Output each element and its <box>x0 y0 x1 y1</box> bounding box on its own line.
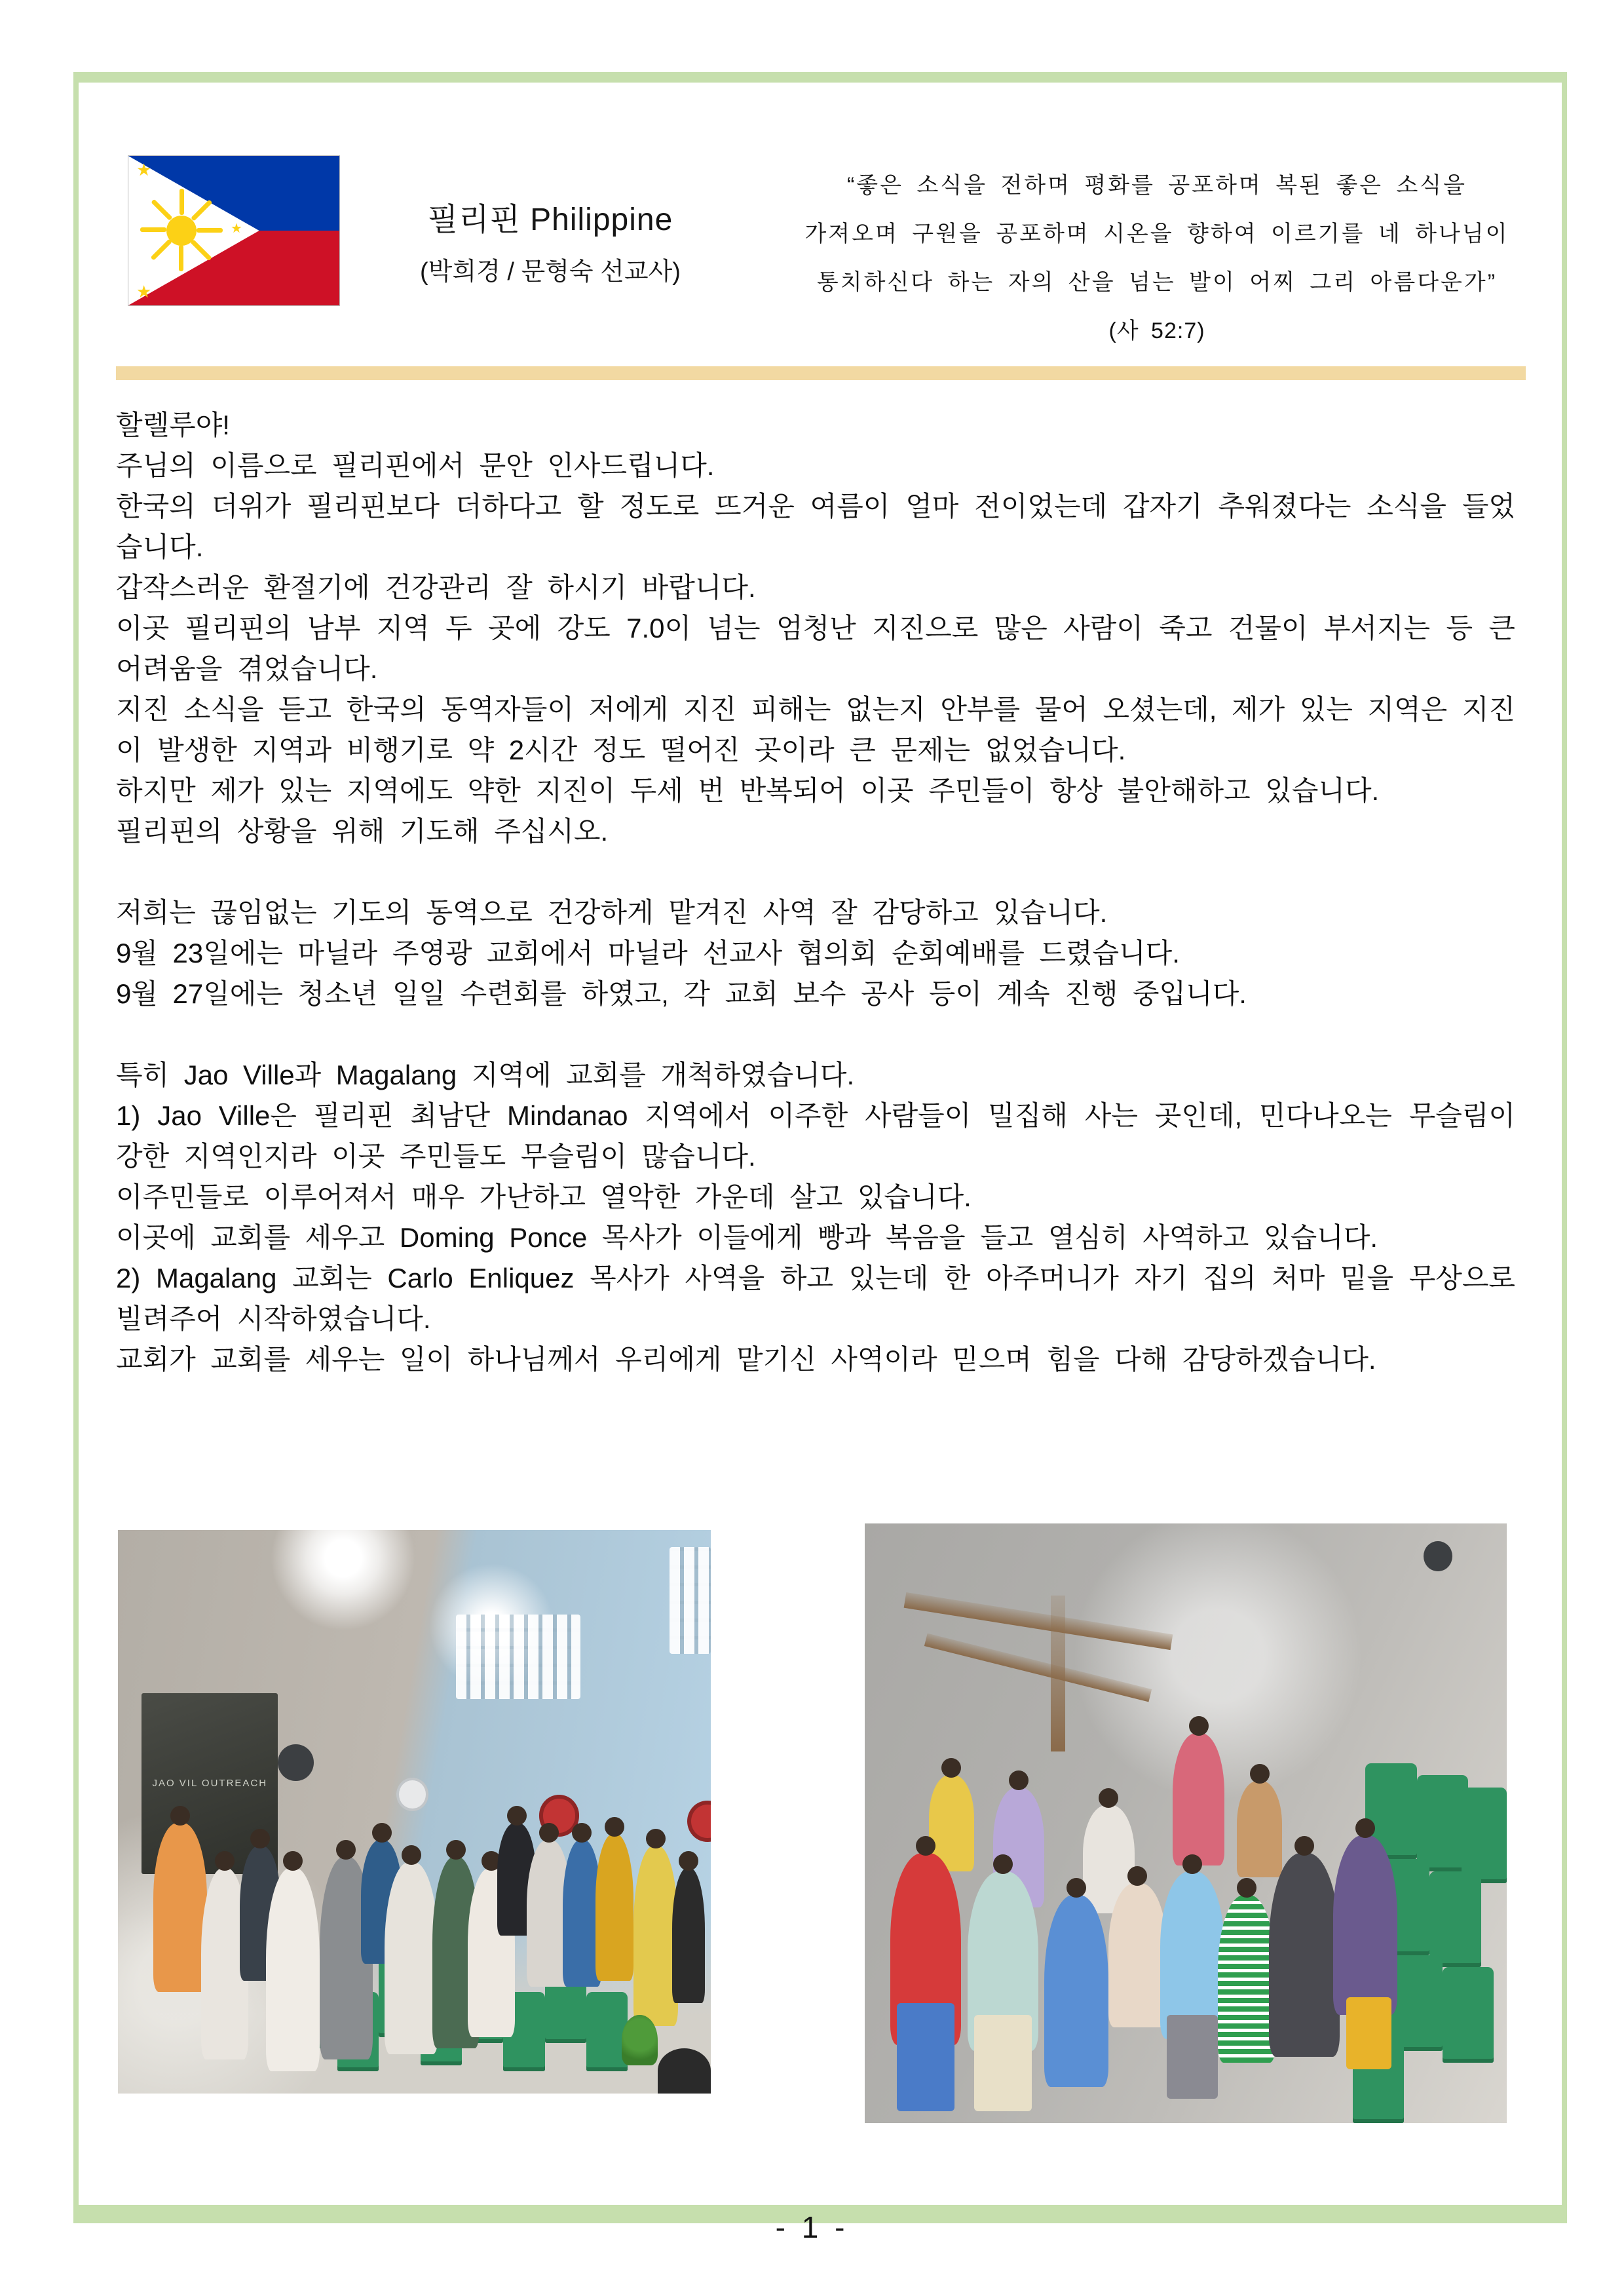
chair <box>1417 1775 1468 1871</box>
child-figure <box>974 2015 1032 2111</box>
flag-star-icon: ★ <box>231 221 242 236</box>
child-figure <box>1160 1871 1224 2039</box>
body-paragraph: 갑작스러운 환절기에 건강관리 잘 하시기 바랍니다. <box>116 572 756 603</box>
missionary-names: (박희경 / 문형숙 선교사) <box>420 258 681 286</box>
photo-congregation-worship <box>118 1530 711 2094</box>
philippines-flag <box>128 155 340 306</box>
banner-text: JAO VIL OUTREACH <box>152 1778 268 1789</box>
body-paragraph: 이곳 필리핀의 남부 지역 두 곳에 강도 7.0이 넘는 엄청난 지진으로 많은 사람이 죽고 건물이 부서지는 등 큰 어려움을 겪었습니다. <box>116 613 1515 684</box>
flag-ray <box>140 227 166 232</box>
glass-block-window <box>456 1615 580 1699</box>
page-title: 필리핀 Philippine <box>427 202 673 237</box>
wood-post <box>1051 1596 1065 1751</box>
child-figure <box>1044 1895 1108 2087</box>
flag-ray <box>179 245 183 271</box>
person-figure <box>672 1868 705 2003</box>
body-paragraph: 9월 27일에는 청소년 일일 수련회를 하였고, 각 교회 보수 공사 등이 계속 진행 중입니다. <box>116 978 1247 1009</box>
body-paragraph: 하지만 제가 있는 지역에도 약한 지진이 두세 번 반복되어 이곳 주민들이 항상 불안해하고 있습니다. <box>116 775 1380 806</box>
chair <box>1429 1871 1481 1967</box>
verse-line: “좋은 소식을 전하며 평화를 공포하며 복된 좋은 소식을 <box>846 173 1467 198</box>
chair <box>1443 1967 1494 2063</box>
wall-fan <box>278 1744 313 1781</box>
person-figure <box>153 1823 206 1992</box>
verse-reference: (사 52:7) <box>1108 318 1205 343</box>
verse-line: 가져오며 구원을 공포하며 시온을 향하여 이르기를 네 하나님이 <box>804 221 1509 246</box>
glass-block-window <box>670 1547 711 1654</box>
body-paragraph: 할렐루야! <box>116 410 230 440</box>
page-number: - 1 - <box>775 2210 849 2244</box>
body-paragraph: 9월 23일에는 마닐라 주영광 교회에서 마닐라 선교사 협의회 순회예배를 드렸습니다. <box>116 938 1180 968</box>
body-paragraph: 이주민들로 이루어져서 매우 가난하고 열악한 가운데 살고 있습니다. <box>116 1181 972 1212</box>
chair <box>1391 1955 1443 2051</box>
child-figure <box>1333 1835 1397 2016</box>
body-paragraph: 주님의 이름으로 필리핀에서 문안 인사드립니다. <box>116 450 715 481</box>
wall-fan <box>687 1801 711 1843</box>
wall-fan <box>1424 1541 1452 1571</box>
flag-ray <box>179 189 184 215</box>
chair <box>586 1992 628 2071</box>
flag-star-icon: ★ <box>136 282 152 301</box>
body-paragraph: 지진 소식을 듣고 한국의 동역자들이 저에게 지진 피해는 없는지 안부를 물어 오셨는데, 제가 있는 지역은 지진이 발생한 지역과 비행기로 약 2시간 정도 떨어진 곳이라 큰 문제는 없었습니다. <box>116 694 1515 765</box>
child-figure <box>1167 2015 1218 2099</box>
wall-fan <box>396 1778 428 1811</box>
flag-star-icon: ★ <box>136 160 152 180</box>
body-paragraph: 이곳에 교회를 세우고 Doming Ponce 목사가 이들에게 빵과 복음을 들고 열심히 사역하고 있습니다. <box>116 1222 1378 1253</box>
wood-beam <box>924 1634 1152 1702</box>
verse-line: 통치하신다 하는 자의 산을 넘는 발이 어찌 그리 아름다운가” <box>816 270 1498 295</box>
ministry-update-section <box>116 892 1515 1014</box>
child-figure <box>1218 1895 1275 2063</box>
child-figure <box>1173 1733 1224 1865</box>
child-figure <box>1269 1853 1340 2057</box>
scripture-verse <box>753 161 1560 355</box>
child-figure <box>1346 1997 1391 2069</box>
letter-body <box>116 405 1515 1380</box>
header-divider-bar <box>116 366 1526 380</box>
flag-ray <box>197 228 223 233</box>
body-paragraph: 저희는 끊임없는 기도의 동역으로 건강하게 맡겨진 사역 잘 감당하고 있습니다. <box>116 897 1108 928</box>
person-figure <box>266 1868 319 2071</box>
person-figure <box>595 1834 634 1981</box>
body-paragraph: 필리핀의 상황을 위해 기도해 주십시오. <box>116 816 609 847</box>
chair <box>1462 1788 1507 1883</box>
potted-plant <box>622 2015 657 2065</box>
body-paragraph: 1) Jao Ville은 필리핀 최남단 Mindanao 지역에서 이주한 사람들이 밀집해 사는 곳인데, 민다나오는 무슬림이 강한 지역인지라 이곳 주민들도 무슬림이 많습니다. <box>116 1100 1515 1172</box>
greeting-section <box>116 405 1515 852</box>
child-figure <box>1108 1883 1166 2027</box>
body-paragraph: 특히 Jao Ville과 Magalang 지역에 교회를 개척하였습니다. <box>116 1060 855 1090</box>
floor-fan-base <box>658 2048 711 2094</box>
body-paragraph: 2) Magalang 교회는 Carlo Enliquez 목사가 사역을 하고 있는데 한 아주머니가 자기 집의 처마 밑을 무상으로 빌려주어 시작하였습니다. <box>116 1263 1515 1334</box>
person-figure <box>633 1846 678 2026</box>
person-figure <box>385 1862 438 2054</box>
header-title-block <box>367 194 734 287</box>
body-paragraph: 교회가 교회를 세우는 일이 하나님께서 우리에게 맡기신 사역이라 믿으며 힘을 다해 감당하겠습니다. <box>116 1344 1376 1375</box>
church-planting-section <box>116 1055 1515 1380</box>
body-paragraph: 한국의 더위가 필리핀보다 더하다고 할 정도로 뜨거운 여름이 얼마 전이었는데 갑자기 추워졌다는 소식을 들었습니다. <box>116 491 1515 562</box>
photo-children-group <box>865 1523 1507 2123</box>
child-figure <box>1237 1781 1282 1877</box>
child-figure <box>897 2003 954 2111</box>
